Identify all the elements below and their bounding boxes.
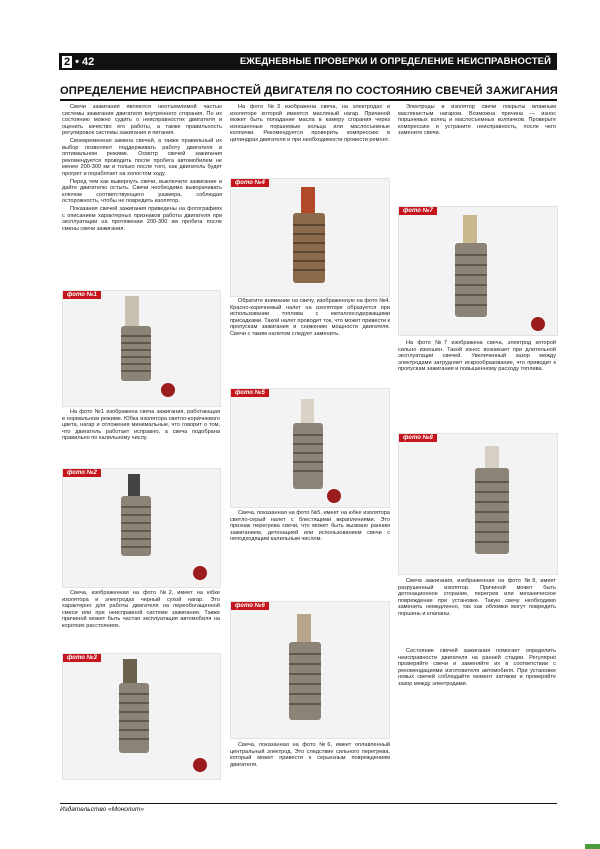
caption-text: Свеча, показанная на фото №6, имеет оплавленный центральный электрод. Это следствие сильного перегрева, который может привести к серьезным повреждениям двигателя. bbox=[230, 742, 390, 768]
page-number bbox=[59, 56, 122, 68]
section-title: ЕЖЕДНЕВНЫЕ ПРОВЕРКИ И ОПРЕДЕЛЕНИЕ НЕИСПРАВНОСТЕЙ bbox=[239, 56, 551, 67]
photo-8 bbox=[398, 433, 558, 575]
caption-1 bbox=[62, 409, 220, 443]
photo-label: фото №3 bbox=[63, 654, 101, 662]
spark-plug-image bbox=[231, 602, 389, 738]
body-paragraph: Состояние свечей зажигания помогает определить неисправности двигателя на ранней стадии. Регулярно проверяйте свечи и заменяйте их в соответствии с рекомендациями изготовителя автомобиля. При установке новых свечей соблюдайте момент затяжки и проверяйте зазор между электродами. bbox=[398, 648, 556, 687]
column-2-text bbox=[230, 104, 390, 145]
photo-label: фото №2 bbox=[63, 469, 101, 477]
column-3-text bbox=[398, 104, 556, 138]
conclusion-text bbox=[398, 648, 556, 689]
body-paragraph: На фото №3 изображена свеча, на электродах и изоляторе которой имеется масляный нагар. Причиной может быть попадание масла в камеру сгорания через изношенные поршневые кольца или маслосъемные колпачки. Рекомендуется проверить компрессию в цилиндрах двигателя и при необходимости провести ремонт. bbox=[230, 104, 390, 143]
spark-plug-image bbox=[63, 291, 220, 406]
footer-rule bbox=[60, 803, 557, 804]
caption-7 bbox=[398, 340, 556, 374]
caption-5 bbox=[230, 510, 390, 544]
caption-8 bbox=[398, 578, 556, 619]
intro-text bbox=[62, 104, 222, 233]
photo-4 bbox=[230, 178, 390, 297]
photo-label: фото №4 bbox=[231, 179, 269, 187]
spark-plug-image bbox=[63, 654, 220, 779]
intro-paragraph: Показания свечей зажигания приведены на фотографиях с описанием характерных признаков работы двигателя при эксплуатации на протяжении 200-300 км пробега после смены свечи зажигания. bbox=[62, 205, 222, 232]
caption-text: На фото №7 изображена свеча, электрод которой сильно изношен. Такой износ возникает при длительной эксплуатации свечей. Увеличенный зазор между электродами затрудняет искрообразование, что приводит к пропускам зажигания и повышенному расходу топлива. bbox=[398, 340, 556, 373]
publisher: Издательство «Монолит» bbox=[60, 806, 145, 813]
caption-text: Обратите внимание на свечу, изображенную на фото №4. Красно-коричневый налет на изоляторе образуется при использовании топлива с металлосодержащими присадками. Такой налет проводит ток, что может привести к пропускам зажигания и снижению мощности двигателя. Свечи с таким налетом следует заменить. bbox=[230, 298, 390, 337]
photo-5 bbox=[230, 388, 390, 508]
section-mark: 2 bbox=[64, 55, 71, 68]
photo-label: фото №6 bbox=[231, 602, 269, 610]
photo-2 bbox=[62, 468, 221, 588]
caption-text: Свеча, показанная на фото №5, имеет на юбке изолятора светло-серый налет с блестящими вкраплениями. Это признак перегрева свечи, что может быть вызвано ранним зажиганием, детонацией или использованием свечи с неподходящим калильным числом. bbox=[230, 510, 390, 543]
body-paragraph: Электроды и изолятор свечи покрыты влажным маслянистым нагаром. Возможна причина — износ поршневых колец и маслосъемных колпачков. Проверьте компрессию и устраните неисправность, после чего замените свечи. bbox=[398, 104, 556, 137]
spark-plug-image bbox=[63, 469, 220, 587]
intro-paragraph: Своевременная замена свечей, а также правильный их выбор позволяют поддерживать работу двигателя в оптимальном режиме. Осмотр свечей зажигания рекомендуется проводить после пробега автомобилем не менее 200-300 км и только после того, как двигатель будет прогрет и поработает на холостом ходу. bbox=[62, 137, 222, 177]
corner-mark bbox=[585, 844, 600, 849]
photo-label: фото №5 bbox=[231, 389, 269, 397]
photo-3 bbox=[62, 653, 221, 780]
spark-plug-image bbox=[399, 434, 557, 574]
photo-1 bbox=[62, 290, 221, 407]
page-header bbox=[59, 53, 557, 70]
spark-plug-image bbox=[399, 207, 557, 335]
photo-label: фото №8 bbox=[399, 434, 437, 442]
caption-2 bbox=[62, 590, 220, 631]
title-rule bbox=[60, 99, 557, 101]
caption-6 bbox=[230, 742, 390, 769]
photo-6 bbox=[230, 601, 390, 739]
caption-text: Свеча, изображенная на фото №2, имеет на юбке изолятора и электродах черный сухой нагар. Это характерно для работы двигателя на переобогащенной смеси или при неисправной системе зажигания. Также причиной может быть частая эксплуатация автомобиля на коротких расстояниях. bbox=[62, 590, 220, 629]
caption-text: На фото №1 изображена свеча зажигания, работающая в нормальном режиме. Юбка изолятора светло-коричневого цвета, нагар и отложения минимальные, что говорит о том, что двигатель работает исправно, а свеча подобрана правильно по калильному числу. bbox=[62, 409, 220, 442]
intro-paragraph: Перед тем как вывернуть свечи, выключите зажигание и дайте двигателю остыть. Свечи необходимо выворачивать ключом соответствующего размера, соблюдая осторожность, чтобы не повредить изолятор. bbox=[62, 178, 222, 205]
article-title: ОПРЕДЕЛЕНИЕ НЕИСПРАВНОСТЕЙ ДВИГАТЕЛЯ ПО СОСТОЯНИЮ СВЕЧЕЙ ЗАЖИГАНИЯ bbox=[60, 85, 558, 97]
spark-plug-image bbox=[231, 389, 389, 507]
photo-label: фото №7 bbox=[399, 207, 437, 215]
photo-label: фото №1 bbox=[63, 291, 101, 299]
intro-paragraph: Свечи зажигания являются неотъемлемой частью системы зажигания двигателя внутреннего сгорания. По их состоянию можно судить о неисправностях двигателя и оценить качество его работы, а также правильность регулировок системы зажигания и питания. bbox=[62, 104, 222, 137]
page-number-text: • 42 bbox=[75, 55, 95, 68]
photo-7 bbox=[398, 206, 558, 336]
spark-plug-image bbox=[231, 179, 389, 296]
caption-text: Свеча зажигания, изображенная на фото №8, имеет разрушенный изолятор. Причиной может быть детонационное сгорание, перегрев или механическое повреждение при установке. Такую свечу необходимо заменить немедленно, так как обломки могут повредить поршень и клапаны. bbox=[398, 578, 556, 617]
caption-4 bbox=[230, 298, 390, 339]
